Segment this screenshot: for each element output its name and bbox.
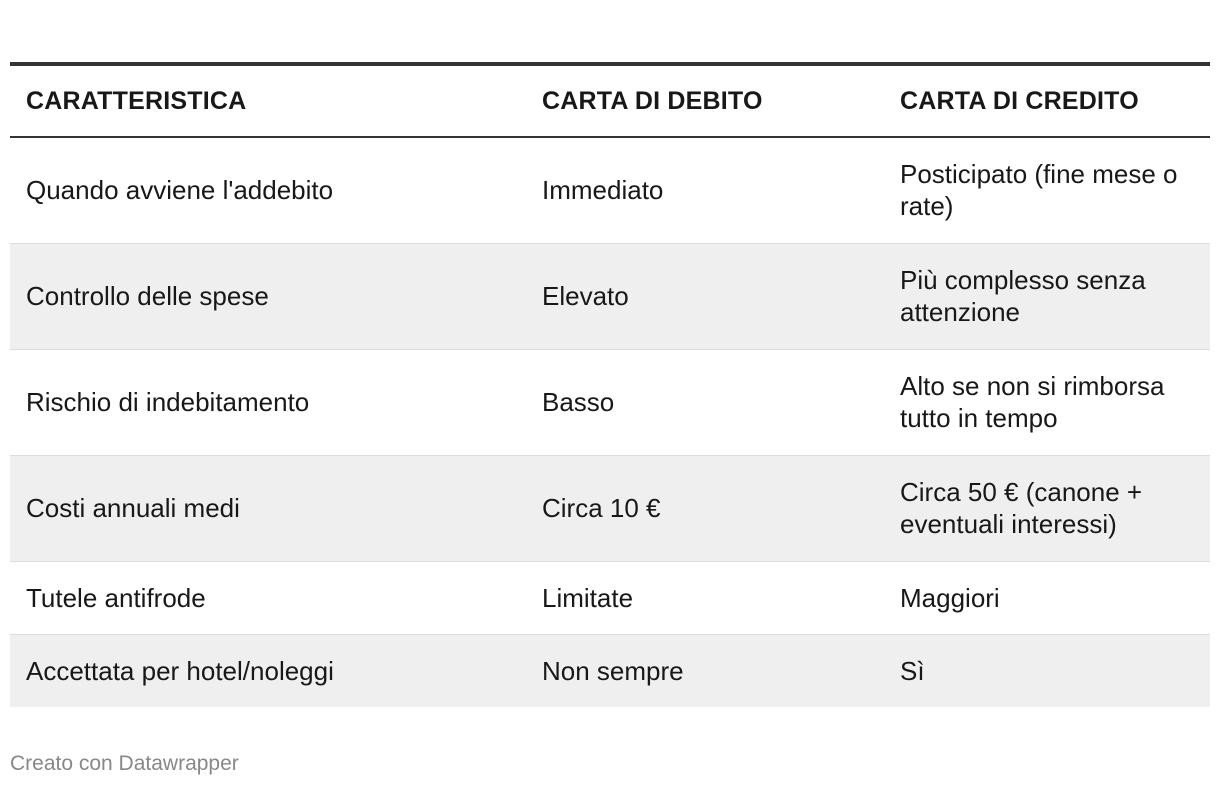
header-row	[10, 64, 1210, 137]
comparison-table-container	[10, 62, 1210, 707]
cell-feature: Accettata per hotel/noleggi	[26, 655, 334, 686]
cell-credit: Più complesso senza attenzione	[900, 265, 1146, 327]
cell-debit: Immediato	[542, 175, 664, 206]
table-header	[10, 64, 1210, 137]
comparison-table	[10, 62, 1210, 707]
table-row	[10, 243, 1210, 349]
cell-feature: Costi annuali medi	[26, 493, 240, 523]
cell-feature: Controllo delle spese	[26, 281, 269, 311]
cell-debit: Elevato	[542, 281, 629, 311]
cell-feature: Rischio di indebitamento	[26, 387, 310, 417]
cell-feature: Quando avviene l'addebito	[26, 175, 334, 206]
cell-debit: Non sempre	[542, 655, 684, 686]
table-row	[10, 137, 1210, 243]
cell-feature: Tutele antifrode	[26, 582, 206, 613]
cell-credit: Circa 50 € (canone + eventuali interessi)	[900, 477, 1143, 539]
table-row	[10, 634, 1210, 707]
table-row	[10, 349, 1210, 455]
cell-credit: Maggiori	[900, 582, 1000, 613]
cell-debit: Circa 10 €	[542, 493, 661, 523]
table-row	[10, 455, 1210, 561]
cell-credit: Sì	[900, 655, 925, 686]
cell-debit: Basso	[542, 387, 615, 417]
cell-credit: Alto se non si rimborsa tutto in tempo	[900, 371, 1165, 433]
table-row	[10, 561, 1210, 634]
cell-debit: Limitate	[542, 582, 634, 613]
header-credit-card: CARTA DI CREDITO	[900, 86, 1139, 115]
header-feature: CARATTERISTICA	[26, 86, 247, 115]
datawrapper-credit[interactable]: Creato con Datawrapper	[10, 752, 239, 775]
cell-credit: Posticipato (fine mese o rate)	[900, 159, 1178, 222]
table-body	[10, 137, 1210, 707]
header-debit-card: CARTA DI DEBITO	[542, 86, 763, 115]
